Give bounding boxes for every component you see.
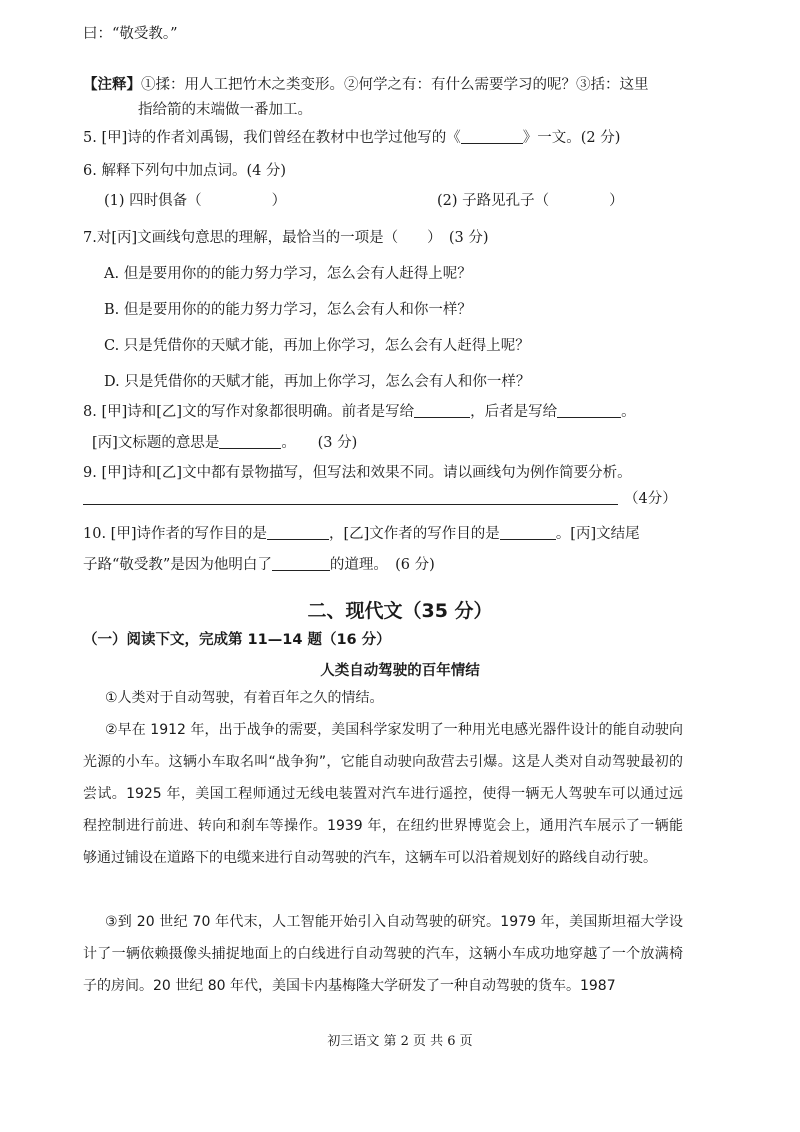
q9-score: （4分） (624, 491, 677, 507)
q9-answer-blank[interactable] (83, 490, 618, 505)
question-10-line-2 (83, 553, 435, 574)
question-6-stem: 6. 解释下列句中加点词。(4 分) (83, 163, 287, 179)
q7-option-b[interactable]: B. 但是要用你的的能力努力学习，怎么会有人和你一样？ (104, 302, 472, 318)
q10-text-3: 。[丙]文结尾 (555, 526, 640, 542)
section-title: 二、现代文（35 分） (307, 600, 493, 622)
page-footer: 初三语文 第 2 页 共 6 页 (327, 1034, 473, 1049)
previous-text-ending: 曰：“敬受教。” (83, 26, 178, 42)
q6-item1-text: (1) 四时俱备（ (104, 193, 202, 209)
q8-text-1: 8. [甲]诗和[乙]文的写作对象都很明确。前者是写给 (83, 404, 415, 420)
q5-score: 》一文。(2 分) (522, 130, 621, 146)
q10-blank-2[interactable] (500, 525, 556, 540)
annotation-line-1 (83, 73, 649, 94)
q8-text-4: [丙]文标题的意思是 (92, 435, 220, 451)
q10-blank-1[interactable] (267, 525, 329, 540)
q10-text-5: 的道理。 (6 分) (329, 557, 435, 573)
question-9-answer-line (83, 487, 677, 508)
question-9-stem: 9. [甲]诗和[乙]文中都有景物描写，但写法和效果不同。请以画线句为例作简要分析。 (83, 465, 632, 481)
q6-item2-text: (2) 子路见孔子（ (437, 193, 550, 209)
annotation-line-2: 指给箭的末端做一番加工。 (138, 102, 312, 118)
article-paragraph-2: ②早在 1912 年，出于战争的需要，美国科学家发明了一种用光电感光器件设计的能自动驶向光源的小车。这辆小车取名叫“战争狗”，它能自动驶向敌营去引爆。这是人类对自动驾驶最初的尝试。1925 年，美国工程师通过无线电装置对汽车进行遥控，使得一辆无人驾驶车可以通过远程控制进行前进、转向和刹车等操作。1939 年，在纽约世界博览会上，通用汽车展示了一辆能够通过铺设在道路下的电缆来进行自动驾驶的汽车，这辆车可以沿着规划好的路线自动行驶。 (83, 722, 683, 866)
q10-text-2: ，[乙]文作者的写作目的是 (328, 526, 500, 542)
q7-option-d[interactable]: D. 只是凭借你的天赋才能，再加上你学习，怎么会有人和你一样？ (104, 374, 531, 390)
question-5 (83, 126, 620, 147)
question-6-item-2 (437, 189, 624, 210)
q8-blank-1[interactable] (414, 403, 470, 418)
q8-text-5: 。 (3 分) (281, 435, 358, 451)
q6-item2-close: ） (609, 193, 624, 209)
q5-text: 5. [甲]诗的作者刘禹锡，我们曾经在教材中也学过他写的《 (83, 130, 461, 146)
q7-option-a[interactable]: A. 但是要用你的的能力努力学习，怎么会有人赶得上呢？ (104, 266, 472, 282)
article-paragraph-1: ①人类对于自动驾驶，有着百年之久的情结。 (105, 690, 384, 706)
question-8-line-1 (83, 400, 636, 421)
q10-blank-3[interactable] (272, 556, 330, 571)
article-title: 人类自动驾驶的百年情结 (320, 663, 480, 679)
q10-text-1: 10. [甲]诗作者的写作目的是 (83, 526, 267, 542)
question-10-line-1 (83, 522, 640, 543)
article-paragraph-3: ③到 20 世纪 70 年代末，人工智能开始引入自动驾驶的研究。1979 年，美国斯坦福大学设计了一辆依赖摄像头捕捉地面上的白线进行自动驾驶的汽车，这辆小车成功地穿越了一个放满椅子的房间。20 世纪 80 年代，美国卡内基梅隆大学研发了一种自动驾驶的货车。1987 (83, 914, 683, 994)
q8-text-3: 。 (621, 404, 636, 420)
annotation-label: 【注释】 (83, 76, 141, 93)
q10-text-4: 子路“敬受教”是因为他明白了 (83, 557, 272, 573)
q7-option-c[interactable]: C. 只是凭借你的天赋才能，再加上你学习，怎么会有人赶得上呢？ (104, 338, 530, 354)
q8-blank-2[interactable] (557, 403, 621, 418)
question-7-stem: 7.对[丙]文画线句意思的理解，最恰当的一项是（ ） (3 分) (83, 230, 489, 246)
question-6-item-1 (104, 189, 286, 210)
annotation-text-1: ①揉：用人工把竹木之类变形。②何学之有：有什么需要学习的呢？③括：这里 (141, 77, 649, 93)
q8-blank-3[interactable] (219, 434, 281, 449)
q6-item1-close: ） (271, 193, 287, 209)
section-subtitle: （一）阅读下文，完成第 11—14 题（16 分） (83, 632, 391, 648)
q5-answer-blank[interactable] (461, 129, 523, 144)
question-8-line-2 (92, 431, 357, 452)
q8-text-2: ，后者是写给 (470, 404, 558, 420)
